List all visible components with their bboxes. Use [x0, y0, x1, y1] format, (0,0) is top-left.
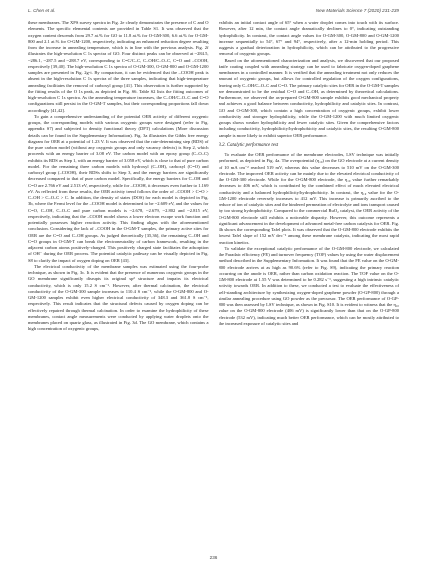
left-column	[28, 20, 209, 550]
paragraph: exhibits an initial contact angle of 65° when a water droplet comes into touch with its surface. However, after 12 min, the contact angle dramatically declines to 0°, indicating outstanding hydrophilicity. In contrast, the contact angle values for O-GM-300, O-GM-800 and O-GM-1200 increase sequentially to 54°, 67° and 94°, respectively, after a 12-min holding period. This suggests a gradual deterioration in hydrophilicity, which can be attributed to the progressive removal of oxygenic groups.	[218, 20, 399, 57]
paragraph: To validate the exceptional catalytic performance of the O-GM-800 electrode, we calculated the Faradaic efficiency (FE) and turnover frequency (TOF) values by using the water displacement method described in the Supplementary Information. It was found that the FE value on the O-GM-800 electrode arrives at as high as 90.6% (refer to Fig. S9), indicating the primary reaction occurring on the anode is OER, rather than carbon oxidation reaction. The TOF value on the O-GM-800 electrode at 1.55 V was determined to be 0.282 s⁻¹, suggesting a high intrinsic catalytic activity towards OER. In addition to these, we conducted a test to evaluate the effectiveness of self-standing architecture by synthesizing oxygen-doped graphene powder (O-GP-800) through a similar annealing procedure using GO powder as the precursor. The OER performance of O-GP-800 was then assessed by LSV technique, as shown in Fig. S10. It is evident to witness that the η₁₀ value on the O-GM-800 electrode (406 mV) is significantly lower than that on the O-GP-800 electrode (532 mV), indicating much better OER performance, which can be mostly attributed to the increased exposure of catalytic sites and	[218, 245, 399, 326]
paragraph: To gain a comprehensive understanding of the potential OER activity of different oxygenic groups, the corresponding models with various oxygenic groups were designed (refer to Fig. appendix S7) and subjected to density functional theory (DFT) calculations (More discussion details can be found in the Supplementary Information). Fig. 3a illustrates the Gibbs free energy diagram for OER at a potential of 1.23 V. It was observed that the rate-determining step (RDS) of the pure carbon model (without any oxygenic groups and only vacancy defects) is Step 2, which proceeds with an energy barrier of 3.08 eV. The carbon model with an epoxy group (C–O–C) exhibits its RDS as Step 1, with an energy barrier of 3.058 eV, which is close to that of pure carbon model. For the remaining three carbon models with hydroxyl (C–OH), carboxyl (C=O) and carboxyl group (–COOH), their RDSs shifts to Step 3, and the energy barriers are significantly decreased compared to that of pure carbon model. Specifically, the energy barriers for C–OH and C=O are 2.766 eV and 2.513 eV, respectively, while for –COOH, it decreases even further to 1.169 eV. As reflected from these results, the OER activity trend follows the order of –COOH > C=O > C–OH > C–O–C > C. In addition, the density of states (DOS) for each model is depicted in Fig. 3b, where the Fermi level for the –COOH model is determined to be ~2.609 eV, and the values for C=O, C–OH, C–O–C and pure carbon models is ~2.678, ~2.679, ~2.802 and ~2.815 eV, respectively, indicating that the –COOH model shows a lower electron escape work function and potentially possesses higher reaction activity. This finding aligns with the aforementioned conclusion. Considering the lack of –COOH in the O-GM-T samples, the primary active sites for OER are the C=O and C–OH groups. As judged theoretically [35,36], the remaining C–OH and C=O groups in O-GM-T can break the electroneutrality of carbon framework, resulting in the adjacent carbon atoms positively-charged. This positively charged state facilitates the adsorption of OH⁻ during the OER process. The potential catalytic pathway can be visually depicted in Fig. S8 to clarify the impact of oxygen doping on OER [43].	[28, 113, 209, 263]
page-number: 236	[209, 555, 218, 560]
right-column	[219, 20, 400, 550]
running-header	[28, 8, 399, 18]
paragraph: The electrical conductivity of the membrane samples was estimated using the four-probe technique, as shown in Fig. 3c. It is evident that the presence of numerous oxygenic groups in the GO membrane significantly disrupts its original sp² structure and impairs its electrical conductivity, which is only 15.2 S cm⁻¹. However, after thermal calcination, the electrical conductivity of the O-GM-300 sample increases to 110.4 S cm⁻¹, while the O-GM-800 and O-GM-1200 samples exhibit even higher electrical conductivity of 348.3 and 361.8 S cm⁻¹, respectively. This result indicates that the structural defects caused by oxygen doping can be effectively repaired through thermal calcination. In order to examine the hydrophilicity of these membranes, contact angle measurements were conducted by applying water droplets onto the membranes placed on quartz glass, as illustrated in Fig. 3d. The GO membrane, which contains a high concentration of oxygenic groups,	[28, 263, 209, 332]
header-authors: L. Chen et al.	[28, 8, 56, 13]
header-journal: New Materials Science 7 (2020) 231-239	[315, 8, 399, 13]
section-heading: 3.2. Catalytic performance test	[218, 142, 279, 148]
paragraph: these membranes. The XPS survey spectra in Fig. 2e clearly demonstrates the presence of C and O elements. The specific elemental contents are provided in Table S1. It was observed that the oxygen content descends from 29.7 at.% for GO to 11.8 at.% for O-GM-300, 6.6 at.% for O-GM-800 and 2.1 at.% for O-GM-1200, respectively, indicating an enhanced reduction degree resulting from the increase in annealing temperature, which is in line with the previous analysis. Fig. 2f illustrates the high-resolution C 1s spectra of GO. Four distinct peaks can be observed at ~284.5, ~286.1, ~287.5 and ~288.7 eV, corresponding to C=C/C–C, C–OH/C–O–C, C=O and –COOH, respectively [39,40]. The high-resolution C 1s spectra of O-GM-300, O-GM-800 and O-GM-1200 samples are presented in Fig. 2g-i. By comparison, it can be evidenced that the –COOH peak is absent in the high-resolution C 1s spectra of the three samples, indicating that high-temperature annealing facilitates the removal of carboxyl group [41]. This observation is further supported by the fitting results of the O 1s peak, as depicted in Fig. S6. Table S2 lists the fitting outcomes of high-resolution C 1s spectra. As the annealing temperature increases, the C–OH/C–O–C and C=O configurations still persist in the O-GM-T samples, but their corresponding proportions fall down accordingly [41,42].	[28, 20, 209, 113]
paragraph: Based on the aforementioned characterization and analysis, we discovered that our proposed knife coating coupled with annealing strategy can be used to fabricate oxygen-doped graphene membranes in a controlled manner. It is verified that the annealing treatment not only reduces the amount of oxygenic groups, but allows for controlled regulation of the oxygen configurations, leaving only C–OH/C–O–C and C=O. The primary catalytic sites for OER in the O-GM-T samples are demonstrated to be the residual C=O and C–OH, as determined by theoretical calculations. Furthermore, we observed the as-prepared O-GM-800 sample exhibits good mechanical property and achieves a good balance between conductivity, hydrophilicity and catalytic sites. In contrast, GO and O-GM-300, which contain a high concentration of oxygenic groups, exhibit lower conductivity and stronger hydrophilicity, while the O-GM-1200 with much limited oxygenic groups shows weaker hydrophilicity and fewer catalytic sites. Given the comprehensive factors including conductivity, hydrophilicity/hydrophobicity and catalytic sites, the resulting O-GM-800 sample is more likely to exhibit superior OER performance.	[218, 57, 399, 138]
paragraph: To evaluate the OER performance of the membrane electrodes, LSV technique was initially performed, as depicted in Fig. 4a. The overpotential (η₁₀) on the GO electrode at a current density of 10 mA cm⁻² reached 519 mV, whereas this value decreases to 510 mV on the O-GM-300 electrode. The improved OER activity can be mainly due to the elevated electrical conductivity of the O-GM-300 electrode. While for the O-GM-800 electrode, the η₁₀ value further remarkably decreases to 406 mV, which is contributed by the combined effect of much elevated electrical conductivity and a balanced hydrophilicity/hydrophobicity. In contrast, the η₁₀ value for the O-GM-1200 electrode reversely increases to 412 mV. This increase is primarily ascribed to the reduce of ion of catalytic sites and the hindered permeation of electrolyte and ions transport caused by too strong hydrophobicity. Compared to the commercial RuO₂ catalyst, the OER activity of the O-GM-800 electrode still exhibits a noticeable disparity. However, this outcome represents a significant advancement in the development of advanced metal-free carbon catalysts for OER. Fig. 4b shows the corresponding Tafel plots. It was observed that the O-GM-800 electrode exhibits the lowest Tafel slope of 152 mV dec⁻¹ among these membrane catalysts, indicating the most rapid reaction kinetics.	[218, 152, 399, 245]
article-body	[28, 20, 399, 550]
